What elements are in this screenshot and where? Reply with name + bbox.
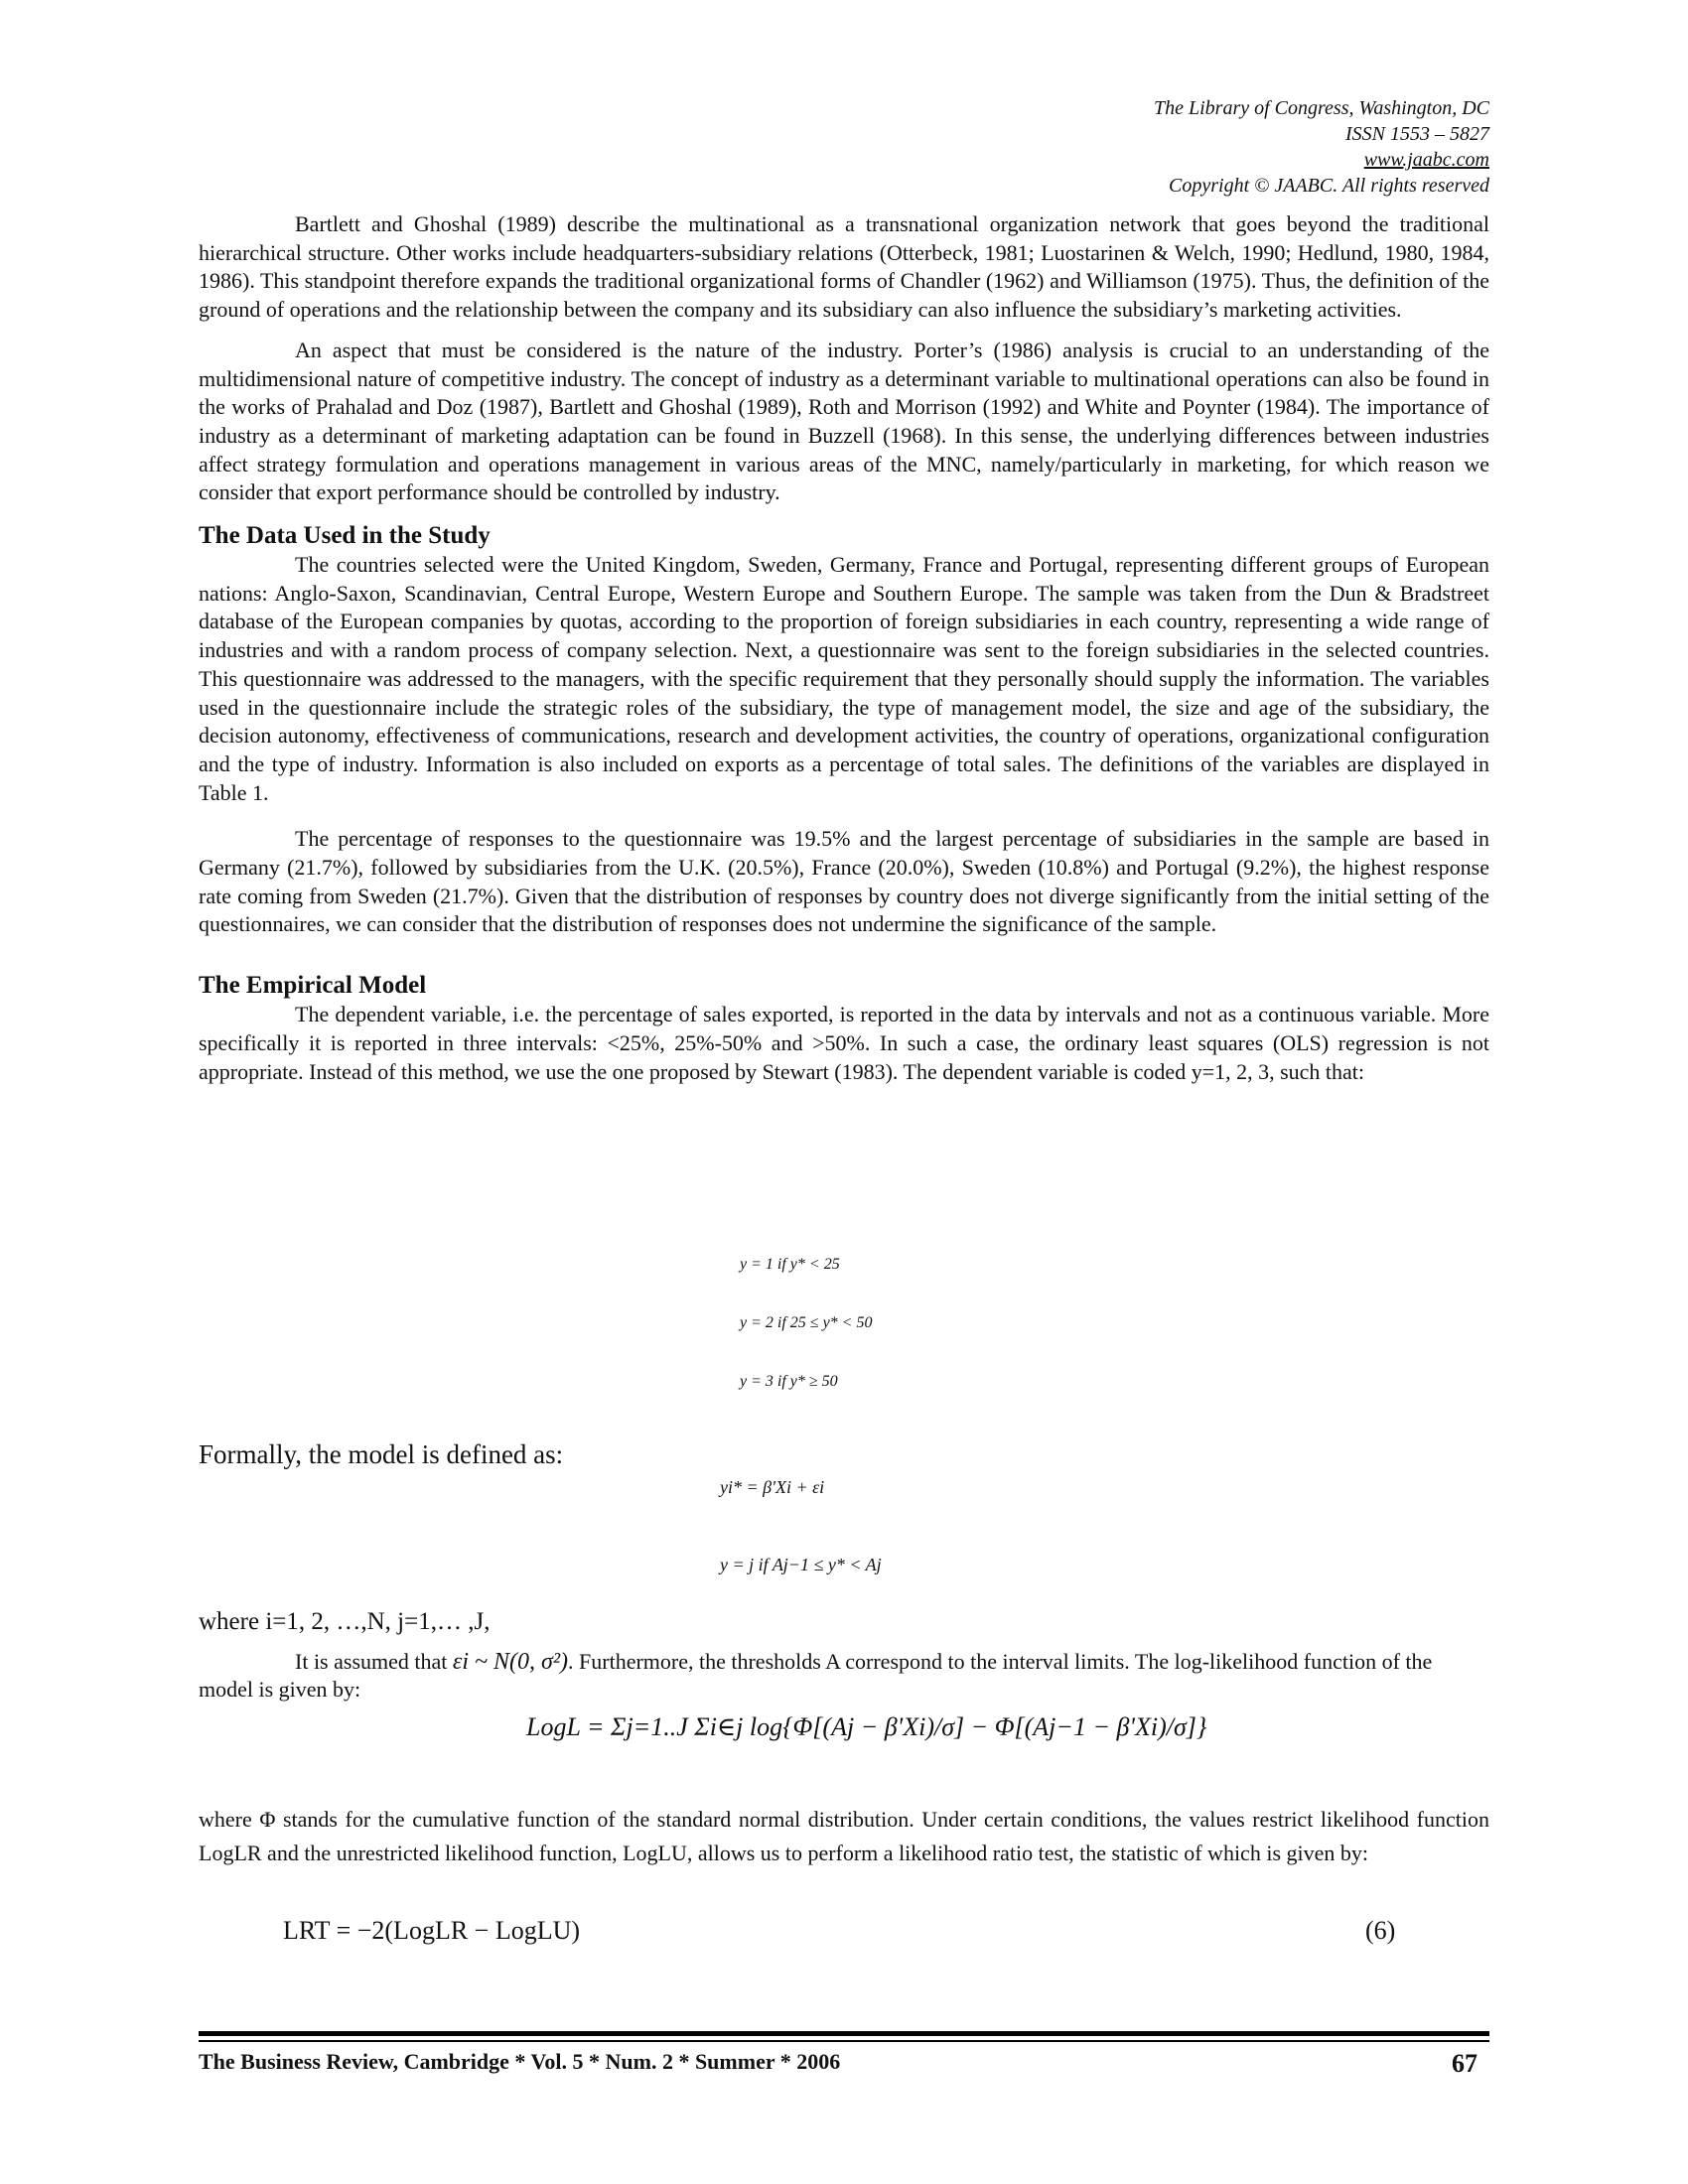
- article-body: [199, 210, 1489, 1086]
- footer-rule-thin: [199, 2040, 1489, 2042]
- header-issn: ISSN 1553 – 5827: [1345, 123, 1489, 145]
- assumption-text-a: It is assumed that: [295, 1649, 448, 1674]
- phi-paragraph: where Φ stands for the cumulative function of the standard normal distribution. Under certain conditions, the values restrict likelihood function LogLR and the unrestricted likelihood function, LogLU, allows us to perform a likelihood ratio test, the statistic of which is given by:: [199, 1807, 1489, 1865]
- equation-number: (6): [1365, 1916, 1396, 1945]
- equation-y3: y = 3 if y* ≥ 50: [740, 1373, 838, 1390]
- equation-latent: yi* = β'Xi + εi: [720, 1477, 825, 1497]
- section-heading-model: The Empirical Model: [199, 972, 427, 1000]
- paragraph-4: The percentage of responses to the questionnaire was 19.5% and the largest percentage of subsidiaries in the sample are based in Germany (21.7%), followed by subsidiaries from the U.K. (20.5%), France (20.0%), Sweden (10.8%) and Portugal (9.2%), the highest response rate coming from Sweden (21.7%). Given that the distribution of responses by country does not diverge significantly from the initial setting of the questionnaires, we can consider that the distribution of responses does not undermine the significance of the sample.: [199, 826, 1489, 937]
- journal-header: [1154, 95, 1489, 199]
- section-heading-data: The Data Used in the Study: [199, 522, 491, 550]
- paragraph-3: The countries selected were the United Kingdom, Sweden, Germany, France and Portugal, representing different groups of European nations: Anglo-Saxon, Scandinavian, Central Europe, Western Europe and Southern Europe. The sample was taken from the Dun & Bradstreet database of the European companies by quotas, according to the proportion of foreign subsidiaries in each country, representing a wide range of industries and with a random process of company selection. Next, a questionnaire was sent to the foreign subsidiaries in the selected countries. This questionnaire was addressed to the managers, with the specific requirement that they personally should supply the information. The variables used in the questionnaire include the strategic roles of the subsidiary, the type of management model, the size and age of the subsidiary, the decision autonomy, effectiveness of communications, research and development activities, the country of operations, organizational configuration and the type of industry. Information is also included on exports as a percentage of total sales. The definitions of the variables are displayed in Table 1.: [199, 552, 1489, 805]
- page-number: 67: [1452, 2049, 1477, 2078]
- equation-y1: y = 1 if y* < 25: [740, 1256, 840, 1273]
- header-library: The Library of Congress, Washington, DC: [1153, 97, 1489, 119]
- lrt-equation: LRT = −2(LogLR − LogLU): [283, 1916, 581, 1945]
- equation-y2: y = 2 if 25 ≤ y* < 50: [740, 1314, 873, 1331]
- assumption-paragraph: [199, 1648, 1489, 1704]
- assumption-text-b: . Furthermore, the thresholds A correspond to the interval limits. The log-likelihood function of the model is given by:: [199, 1649, 1433, 1702]
- header-copyright: Copyright © JAABC. All rights reserved: [1169, 175, 1489, 197]
- assumption-equation: εi ~ N(0, σ²): [452, 1649, 569, 1675]
- index-definition: where i=1, 2, …,N, j=1,… ,J,: [199, 1608, 491, 1635]
- loglikelihood-equation: LogL = Σj=1..J Σi∈j log{Φ[(Aj − β'Xi)/σ] − Φ[(Aj−1 − β'Xi)/σ]}: [526, 1712, 1207, 1741]
- equation-threshold: y = j if Aj−1 ≤ y* < Aj: [720, 1555, 882, 1574]
- formally-label: Formally, the model is defined as:: [199, 1439, 564, 1469]
- footer-journal: The Business Review, Cambridge * Vol. 5 * Num. 2 * Summer * 2006: [199, 2049, 841, 2074]
- paragraph-5: The dependent variable, i.e. the percentage of sales exported, is reported in the data by intervals and not as a continuous variable. More specifically it is reported in three intervals: <25%, 25%-50% and >50%. In such a case, the ordinary least squares (OLS) regression is not appropriate. Instead of this method, we use the one proposed by Stewart (1983). The dependent variable is coded y=1, 2, 3, such that:: [199, 1002, 1489, 1084]
- header-url-link[interactable]: www.jaabc.com: [1363, 149, 1489, 171]
- paragraph-2: An aspect that must be considered is the nature of the industry. Porter’s (1986) analysis is crucial to an understanding of the multidimensional nature of competitive industry. The concept of industry as a determinant variable to multinational operations can also be found in the works of Prahalad and Doz (1987), Bartlett and Ghoshal (1989), Roth and Morrison (1992) and White and Poynter (1984). The importance of industry as a determinant of marketing adaptation can be found in Buzzell (1968). In this sense, the underlying differences between industries affect strategy formulation and operations management in various areas of the MNC, namely/particularly in marketing, for which reason we consider that export performance should be controlled by industry.: [199, 337, 1489, 505]
- footer-rule-thick: [199, 2031, 1489, 2036]
- paragraph-1: Bartlett and Ghoshal (1989) describe the multinational as a transnational organization network that goes beyond the traditional hierarchical structure. Other works include headquarters-subsidiary relations (Otterbeck, 1981; Luostarinen & Welch, 1990; Hedlund, 1980, 1984, 1986). This standpoint therefore expands the traditional organizational forms of Chandler (1962) and Williamson (1975). Thus, the definition of the ground of operations and the relationship between the company and its subsidiary can also influence the subsidiary’s marketing activities.: [199, 211, 1489, 323]
